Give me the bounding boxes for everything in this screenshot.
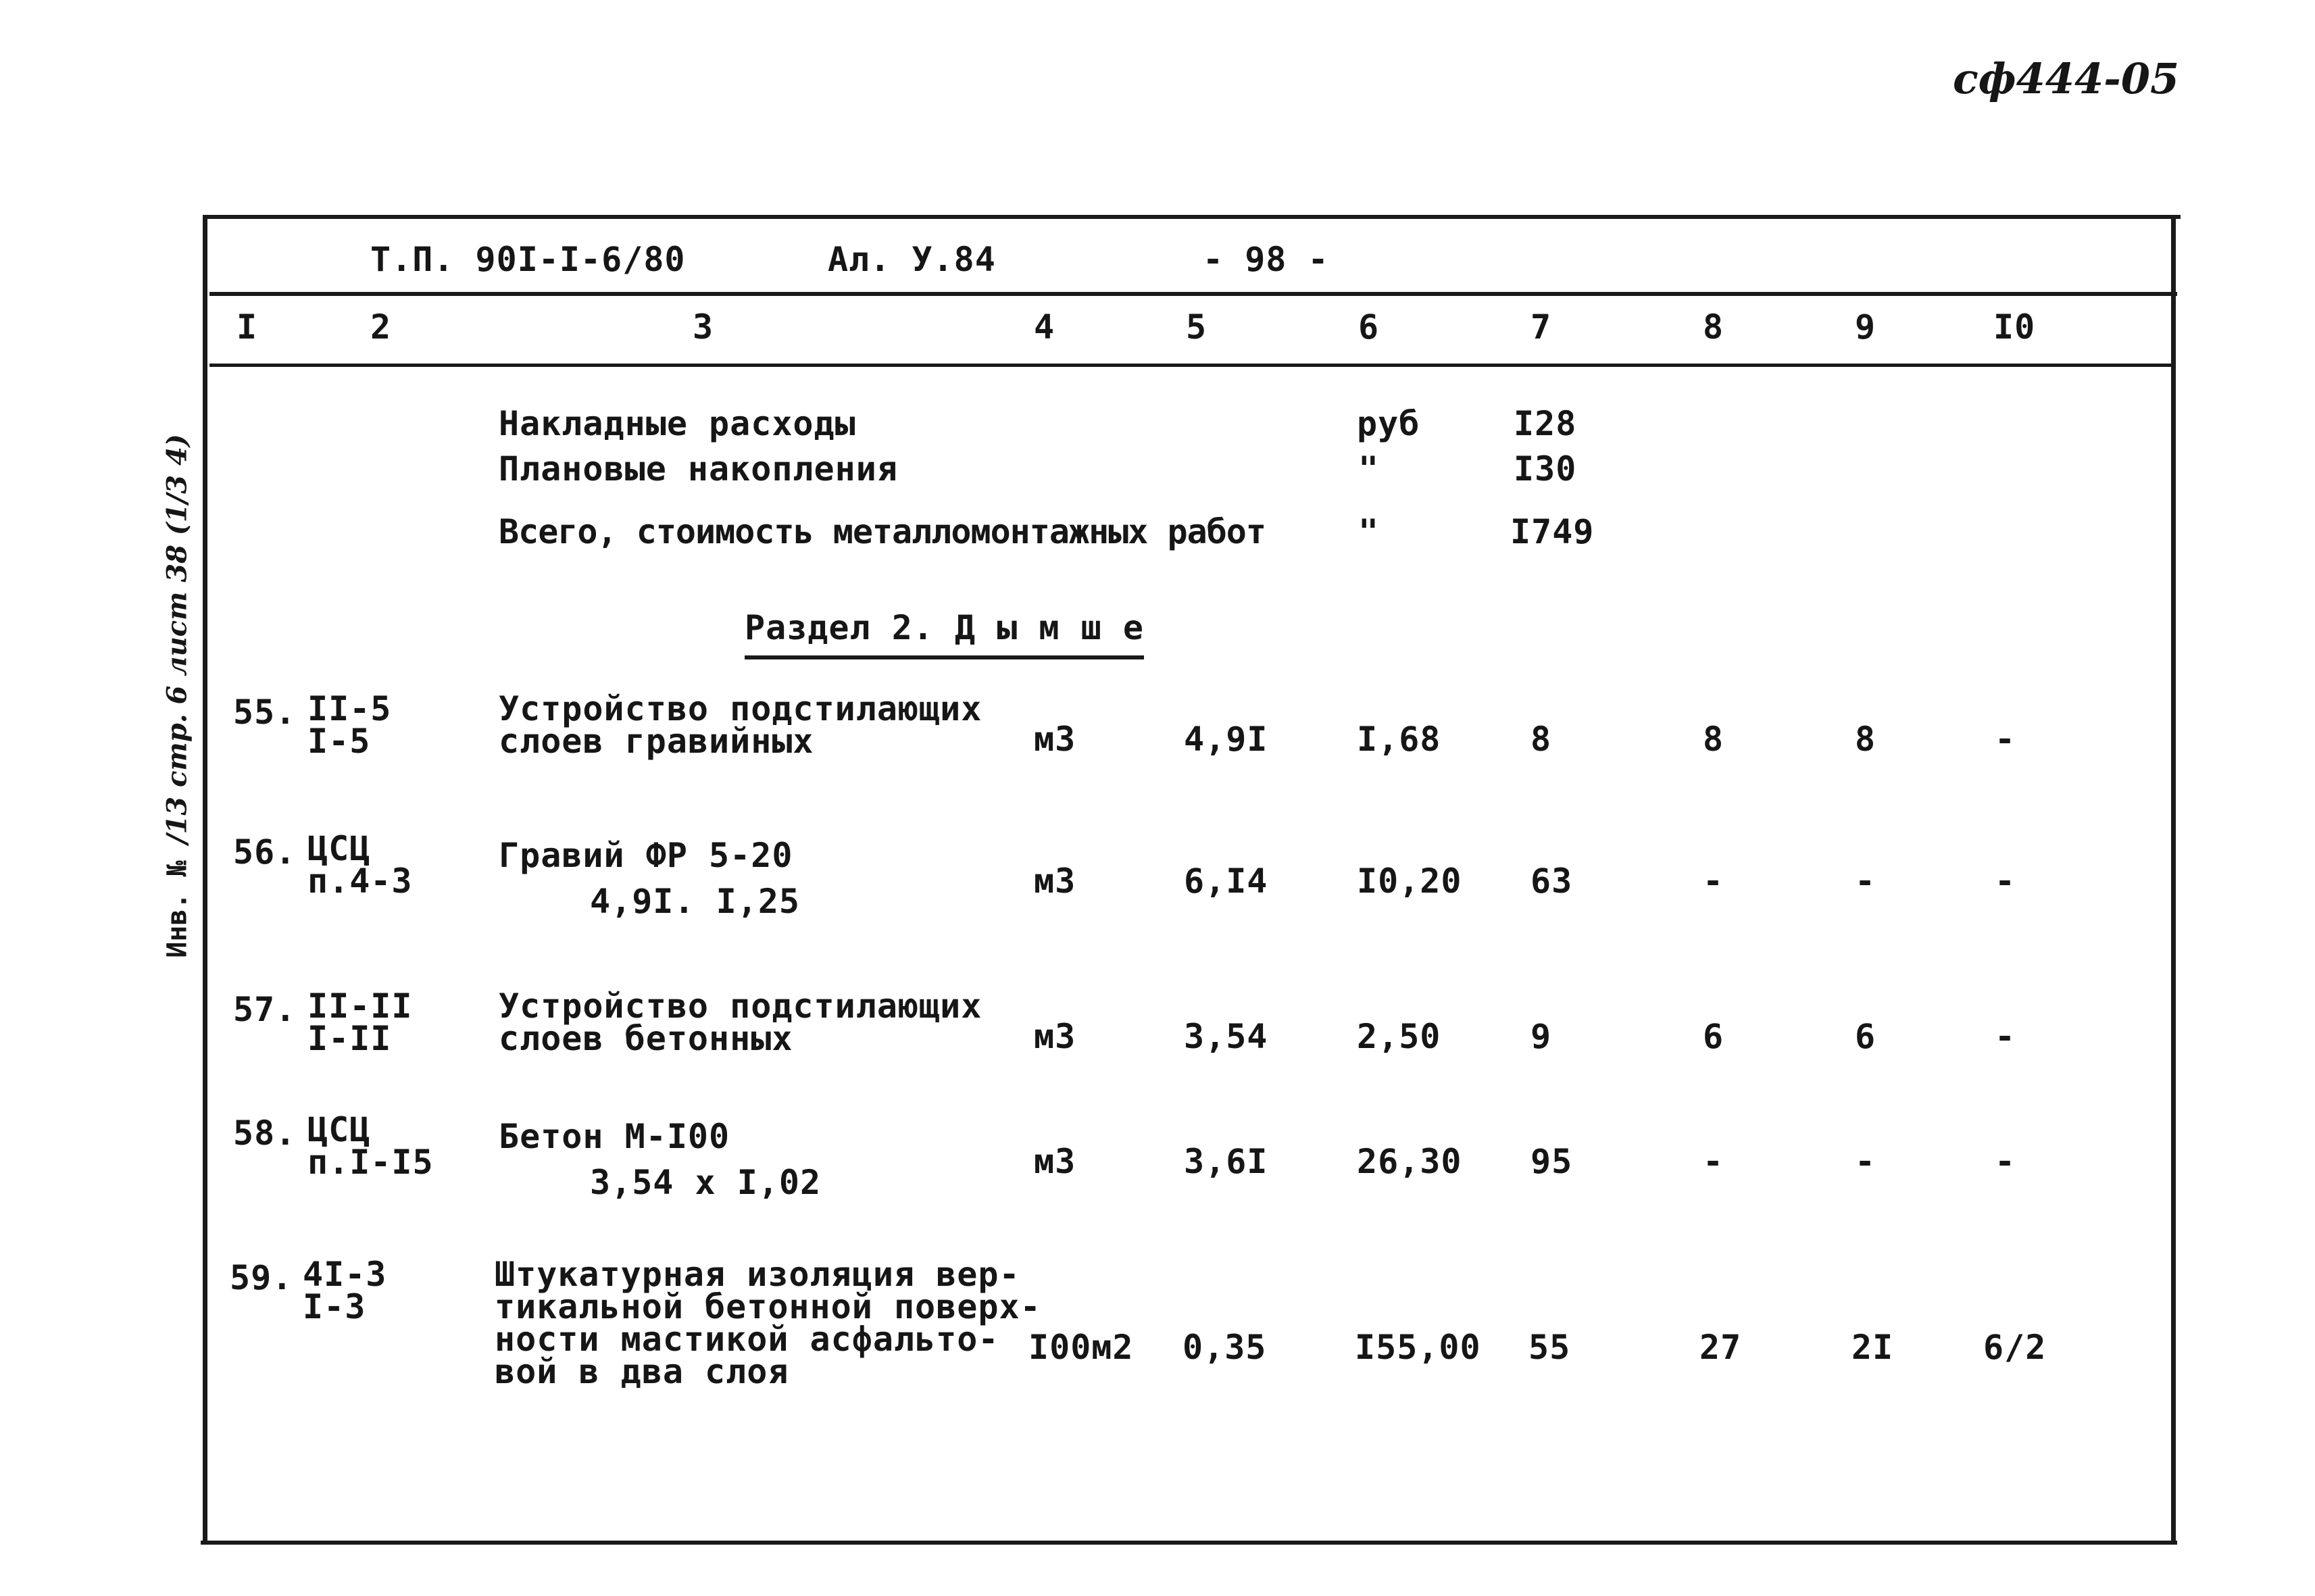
- row-description-line: слоев бетонных: [499, 1019, 793, 1058]
- row-code-line: 4I-3: [303, 1255, 387, 1294]
- column-number-3: 3: [693, 307, 714, 347]
- summary-label: Плановые накопления: [499, 449, 898, 489]
- row-col5: 6,I4: [1184, 862, 1268, 901]
- row-code: [307, 689, 392, 761]
- row-code-line: I-3: [303, 1287, 366, 1326]
- row-code: [307, 1110, 434, 1182]
- row-col9: -: [1855, 862, 1876, 901]
- row-unit: м3: [1034, 862, 1076, 901]
- row-number: 58.: [233, 1114, 297, 1153]
- row-col7: 95: [1530, 1142, 1573, 1181]
- row-code: [307, 829, 413, 901]
- row-col9: -: [1855, 1142, 1876, 1181]
- column-number-5: 5: [1186, 307, 1208, 347]
- row-unit: I00м2: [1028, 1328, 1134, 1367]
- row-description-line: ности мастикой асфальто-: [495, 1320, 999, 1359]
- column-number-6: 6: [1358, 307, 1380, 347]
- row-col8: -: [1703, 862, 1724, 901]
- row-col5: 4,9I: [1184, 720, 1268, 759]
- row-col10: -: [1995, 720, 2016, 759]
- row-description-line: тикальной бетонной поверх-: [495, 1287, 1041, 1326]
- row-number: 57.: [233, 990, 297, 1029]
- side-note-handwritten: /13 стр. 6 лист 38 (1/3 4): [161, 434, 193, 845]
- column-number-10: I0: [1993, 307, 2036, 347]
- row-number: 55.: [233, 693, 297, 732]
- column-number-2: 2: [370, 307, 392, 347]
- column-number-4: 4: [1034, 307, 1055, 347]
- row-col10: 6/2: [1983, 1328, 2047, 1367]
- frame-bottom-line: [201, 1541, 2177, 1545]
- row-code-line: п.I-I5: [307, 1143, 434, 1182]
- row-description: [495, 1255, 1041, 1391]
- row-col6: 2,50: [1357, 1017, 1441, 1056]
- row-description-line: слоев гравийных: [499, 722, 814, 761]
- row-col5: 3,6I: [1184, 1142, 1268, 1181]
- column-number-1: I: [237, 307, 258, 347]
- project-code: Т.П. 90I-I-6/80: [370, 240, 686, 279]
- frame-top-line: [206, 215, 2181, 219]
- section-title: Раздел 2. Д ы м ш е: [745, 608, 1144, 659]
- row-col5: 3,54: [1184, 1017, 1268, 1056]
- row-code: [307, 987, 413, 1058]
- row-code: [303, 1255, 387, 1326]
- row-col7: 9: [1530, 1017, 1552, 1056]
- row-col7: 55: [1528, 1328, 1571, 1367]
- column-number-8: 8: [1703, 307, 1724, 347]
- row-unit: м3: [1034, 720, 1076, 759]
- row-description: [499, 1114, 821, 1205]
- header-separator-line: [209, 292, 2177, 296]
- row-description-line: 3,54 х I,02: [590, 1163, 822, 1202]
- row-code-line: I-II: [307, 1019, 392, 1058]
- summary-value: I749: [1510, 512, 1595, 551]
- summary-value: I30: [1514, 449, 1577, 489]
- row-code-line: I-5: [307, 722, 371, 761]
- row-number: 59.: [230, 1258, 293, 1297]
- row-col8: 27: [1699, 1328, 1742, 1367]
- row-description-line: 4,9I. I,25: [590, 882, 801, 921]
- row-unit: м3: [1034, 1017, 1076, 1056]
- row-col8: 6: [1703, 1017, 1724, 1056]
- row-code-line: п.4-3: [307, 862, 413, 901]
- album-number: Ал. У.84: [828, 240, 996, 279]
- row-description-line: Устройство подстилающих: [499, 689, 982, 728]
- row-col8: -: [1703, 1142, 1724, 1181]
- row-description-line: вой в два слоя: [495, 1352, 789, 1391]
- row-col8: 8: [1703, 720, 1724, 759]
- row-col10: -: [1995, 1142, 2016, 1181]
- row-col6: I,68: [1357, 720, 1441, 759]
- row-code-line: ЦСЦ: [307, 1110, 371, 1149]
- summary-unit: ": [1358, 449, 1380, 489]
- row-code-line: II-5: [307, 689, 392, 728]
- row-col5: 0,35: [1183, 1328, 1267, 1367]
- summary-unit: ": [1358, 512, 1380, 551]
- row-col6: 26,30: [1357, 1142, 1462, 1181]
- page-number: - 98 -: [1203, 240, 1329, 279]
- corner-code: сф444-05: [1953, 54, 2180, 103]
- row-col7: 8: [1530, 720, 1552, 759]
- row-description-line: Бетон М-I00: [499, 1117, 730, 1156]
- row-col9: 8: [1855, 720, 1876, 759]
- row-description: [499, 832, 800, 924]
- row-description: [499, 987, 982, 1058]
- row-col10: -: [1995, 1017, 2016, 1056]
- summary-value: I28: [1514, 404, 1577, 443]
- summary-unit: руб: [1357, 404, 1420, 443]
- side-note-stamp: Инв. №: [161, 860, 193, 958]
- row-code-line: II-II: [307, 987, 413, 1026]
- frame-left-line: [203, 215, 207, 1545]
- summary-label: Накладные расходы: [499, 404, 856, 443]
- frame-right-line: [2171, 215, 2176, 1545]
- row-col9: 2I: [1851, 1328, 1894, 1367]
- row-description: [499, 689, 982, 761]
- row-col6: I55,00: [1355, 1328, 1481, 1367]
- row-unit: м3: [1034, 1142, 1076, 1181]
- column-header-separator-line: [209, 364, 2174, 367]
- row-code-line: ЦСЦ: [307, 829, 371, 868]
- row-description-line: Штукатурная изоляция вер-: [495, 1255, 1020, 1294]
- summary-label: Всего, стоимость металломонтажных работ: [499, 512, 1266, 551]
- row-number: 56.: [233, 832, 297, 872]
- row-description-line: Гравий ФР 5-20: [499, 836, 793, 875]
- row-col7: 63: [1530, 862, 1573, 901]
- column-number-7: 7: [1530, 307, 1552, 347]
- row-col9: 6: [1855, 1017, 1876, 1056]
- row-description-line: Устройство подстилающих: [499, 987, 982, 1026]
- side-note: [161, 434, 193, 958]
- row-col6: I0,20: [1357, 862, 1462, 901]
- column-number-9: 9: [1855, 307, 1876, 347]
- row-col10: -: [1995, 862, 2016, 901]
